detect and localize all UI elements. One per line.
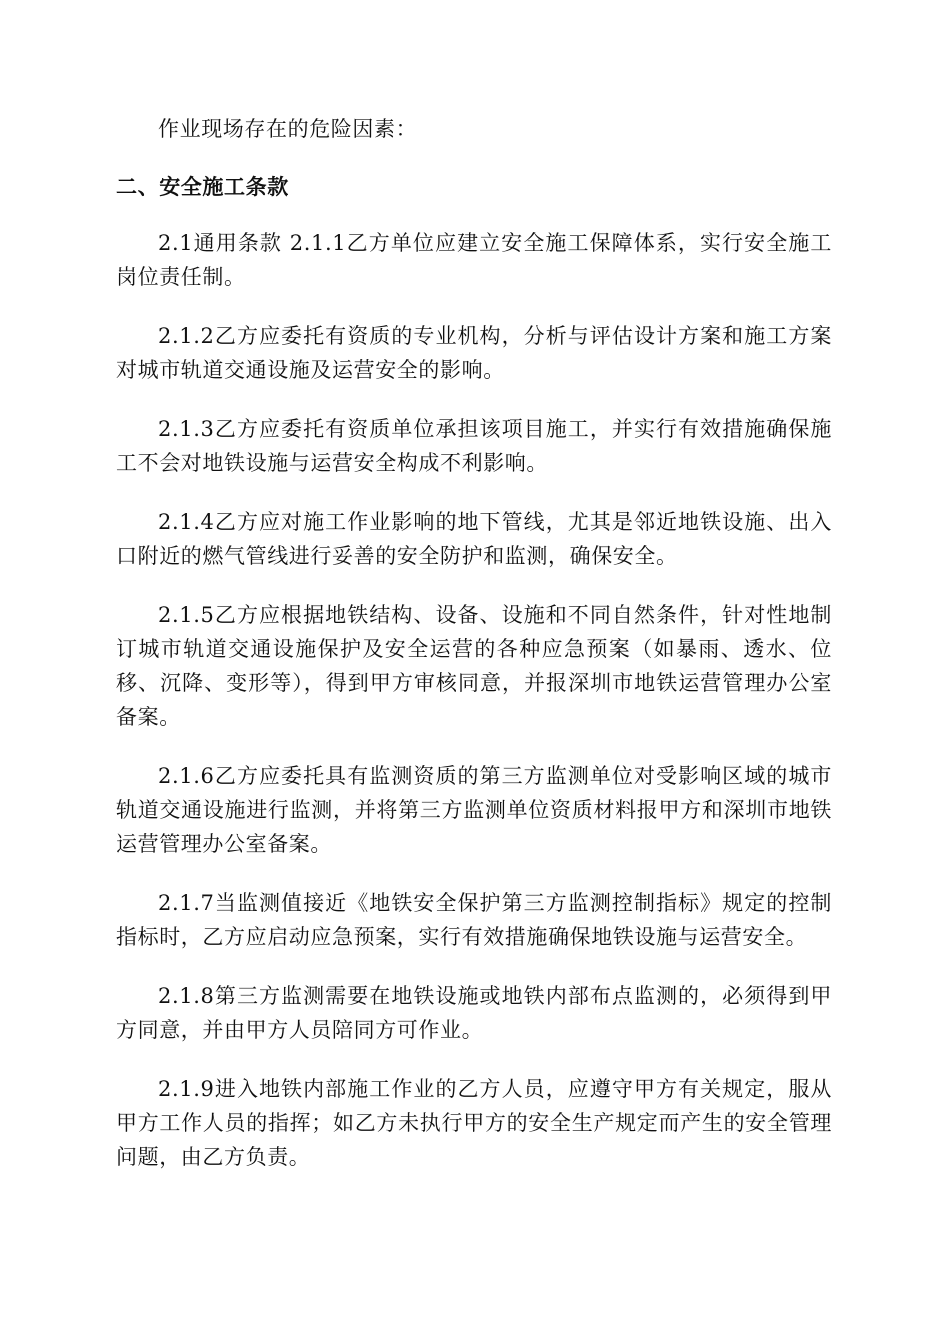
section-heading: 二、安全施工条款 — [116, 175, 289, 199]
clause-2-1-6: 2.1.6乙方应委托具有监测资质的第三方监测单位对受影响区域的城市轨道交通设施进行监测，并将第三方监测单位资质材料报甲方和深圳市地铁运营管理办公室备案。 — [116, 764, 832, 856]
clause-2-1-7: 2.1.7当监测值接近《地铁安全保护第三方监测控制指标》规定的控制指标时，乙方应启动应急预案，实行有效措施确保地铁设施与运营安全。 — [116, 891, 832, 949]
clause-2-1-9: 2.1.9进入地铁内部施工作业的乙方人员，应遵守甲方有关规定，服从甲方工作人员的指挥；如乙方未执行甲方的安全生产规定而产生的安全管理问题，由乙方负责。 — [116, 1077, 832, 1169]
intro-paragraph: 作业现场存在的危险因素： — [158, 117, 418, 141]
clause-2-1-1: 2.1通用条款 2.1.1乙方单位应建立安全施工保障体系，实行安全施工岗位责任制。 — [116, 231, 832, 289]
clause-2-1-4: 2.1.4乙方应对施工作业影响的地下管线，尤其是邻近地铁设施、出入口附近的燃气管线进行妥善的安全防护和监测，确保安全。 — [116, 510, 832, 568]
clause-2-1-5: 2.1.5乙方应根据地铁结构、设备、设施和不同自然条件，针对性地制订城市轨道交通设施保护及安全运营的各种应急预案（如暴雨、透水、位移、沉降、变形等），得到甲方审核同意，并报深圳市地铁运营管理办公室备案。 — [116, 603, 832, 729]
clause-2-1-2: 2.1.2乙方应委托有资质的专业机构，分析与评估设计方案和施工方案对城市轨道交通设施及运营安全的影响。 — [116, 324, 832, 382]
clause-2-1-8: 2.1.8第三方监测需要在地铁设施或地铁内部布点监测的，必须得到甲方同意，并由甲方人员陪同方可作业。 — [116, 984, 832, 1042]
document-body — [116, 112, 832, 1199]
clause-2-1-3: 2.1.3乙方应委托有资质单位承担该项目施工，并实行有效措施确保施工不会对地铁设施与运营安全构成不利影响。 — [116, 417, 832, 475]
